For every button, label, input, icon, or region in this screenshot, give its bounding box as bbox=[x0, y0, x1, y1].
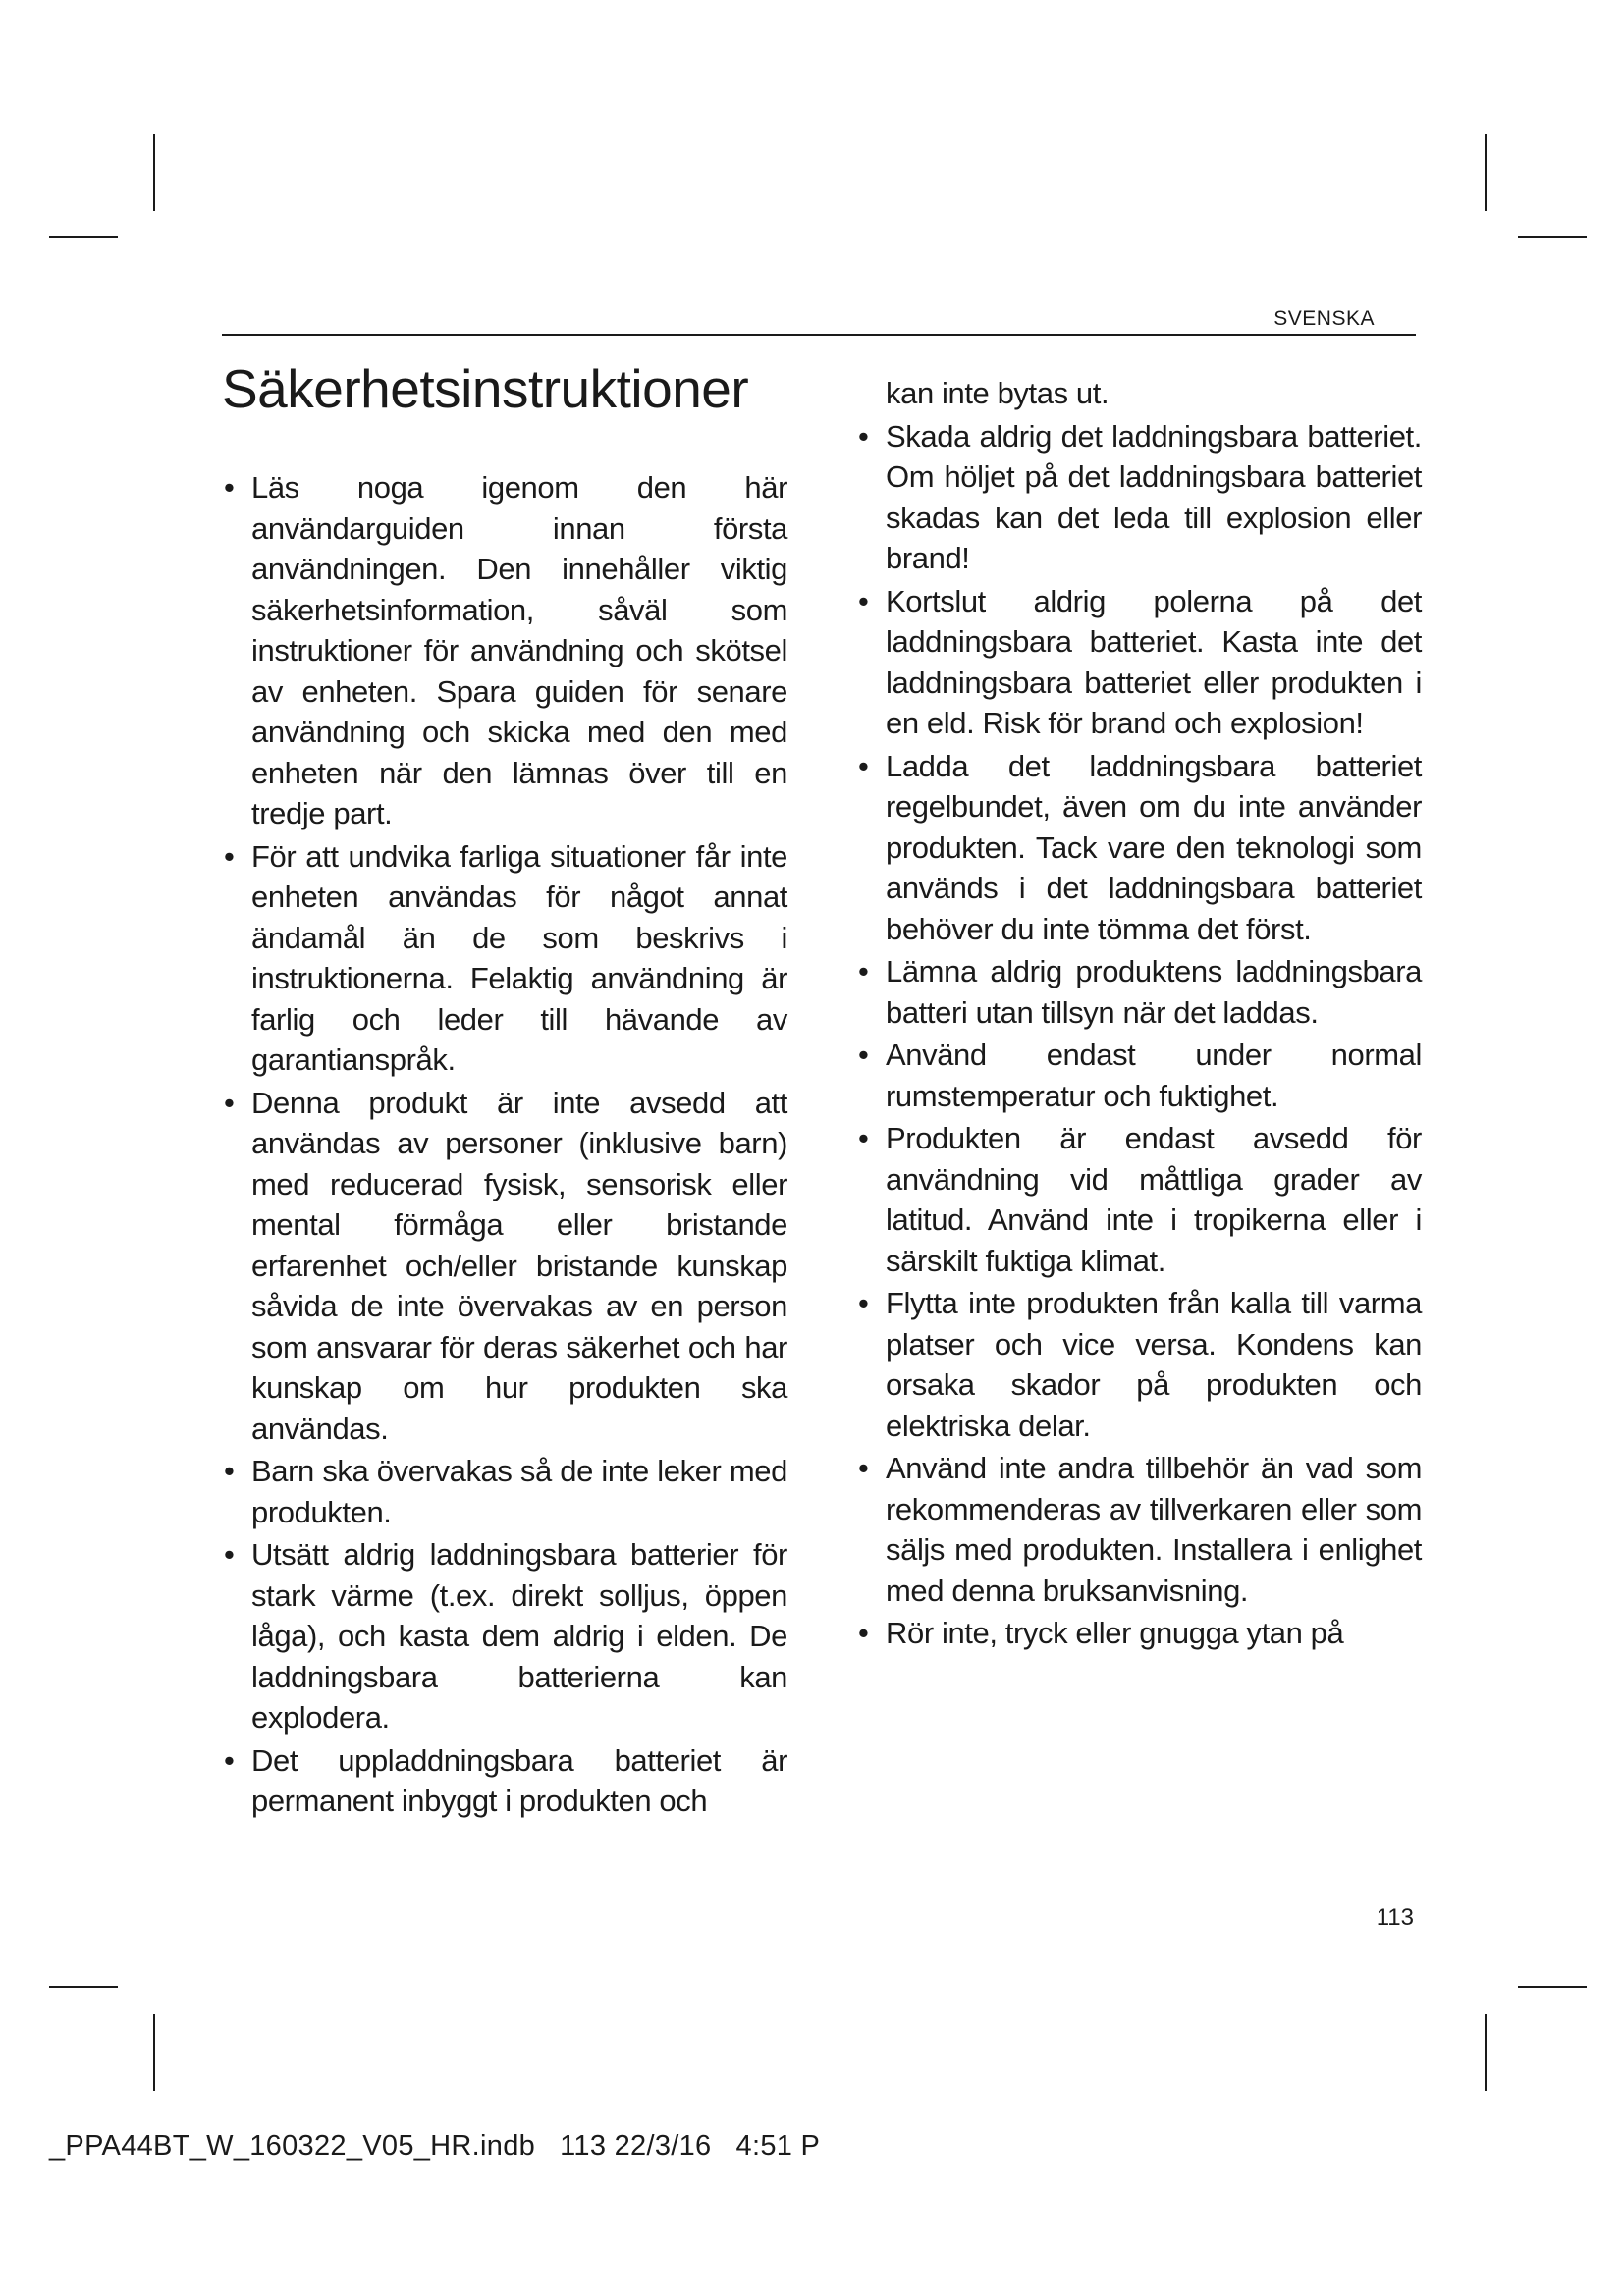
page-number: 113 bbox=[1376, 1904, 1414, 1931]
list-item: • Rör inte, tryck eller gnugga ytan på bbox=[856, 1613, 1422, 1654]
crop-mark bbox=[1485, 134, 1487, 211]
crop-mark bbox=[49, 236, 118, 238]
list-item: • Produkten är endast avsedd för användning vid måttliga grader av latitud. Använd inte i tropikerna eller i särskilt fuktiga klimat. bbox=[856, 1118, 1422, 1281]
section-language-label: SVENSKA bbox=[1273, 307, 1375, 330]
list-item: • För att undvika farliga situationer får inte enheten användas för något annat ändamål än de som beskrivs i instruktionerna. Felaktig användning är farlig och leder till hävande av garantianspråk. bbox=[222, 836, 787, 1081]
print-slug-footer: _PPA44BT_W_160322_V05_HR.indb 113 22/3/16 4:51 P bbox=[49, 2130, 821, 2162]
list-item: • Läs noga igenom den här användarguiden innan första användningen. Den innehåller viktig säkerhetsinformation, såväl som instruktioner för användning och skötsel av enheten. Spara guiden för senare användning och skicka med den med enheten när den lämnas över till en tredje part. bbox=[222, 467, 787, 834]
list-item: • Kortslut aldrig polerna på det laddningsbara batteriet. Kasta inte det laddningsbara batteriet eller produkten i en eld. Risk för brand och explosion! bbox=[856, 581, 1422, 744]
crop-mark bbox=[153, 134, 155, 211]
list-item: • Lämna aldrig produktens laddningsbara batteri utan tillsyn när det laddas. bbox=[856, 951, 1422, 1033]
list-item-continuation: kan inte bytas ut. bbox=[886, 376, 1110, 410]
right-column bbox=[856, 373, 1422, 1656]
header-rule bbox=[222, 334, 1416, 336]
crop-mark bbox=[1518, 1986, 1587, 1988]
list-item: • Utsätt aldrig laddningsbara batterier för stark värme (t.ex. direkt solljus, öppen låga), och kasta dem aldrig i elden. De laddningsbara batterierna kan explodera. bbox=[222, 1534, 787, 1738]
list-item: • Använd inte andra tillbehör än vad som rekommenderas av tillverkaren eller som säljs med produkten. Installera i enlighet med denna bruksanvisning. bbox=[856, 1448, 1422, 1611]
list-item: • Skada aldrig det laddningsbara batteriet. Om höljet på det laddningsbara batteriet skadas kan det leda till explosion eller brand! bbox=[856, 416, 1422, 579]
left-column bbox=[222, 467, 787, 1824]
list-item: • Denna produkt är inte avsedd att användas av personer (inklusive barn) med reducerad fysisk, sensorisk eller mental förmåga eller bristande erfarenhet och/eller bristande kunskap såvida de inte övervakas av en person som ansvarar för deras säkerhet och har kunskap om hur produkten ska användas. bbox=[222, 1083, 787, 1450]
crop-mark bbox=[153, 2014, 155, 2091]
crop-mark bbox=[1485, 2014, 1487, 2091]
crop-mark bbox=[49, 1986, 118, 1988]
list-item: • Det uppladdningsbara batteriet är permanent inbyggt i produkten och bbox=[222, 1740, 787, 1822]
list-item: • Ladda det laddningsbara batteriet regelbundet, även om du inte använder produkten. Tack vare den teknologi som används i det laddningsbara batteriet behöver du inte tömma det först. bbox=[856, 746, 1422, 950]
page-title: Säkerhetsinstruktioner bbox=[222, 358, 749, 419]
list-item: • Barn ska övervakas så de inte leker med produkten. bbox=[222, 1451, 787, 1532]
crop-mark bbox=[1518, 236, 1587, 238]
list-item: • Flytta inte produkten från kalla till varma platser och vice versa. Kondens kan orsaka skador på produkten och elektriska delar. bbox=[856, 1283, 1422, 1446]
list-item: • Använd endast under normal rumstemperatur och fuktighet. bbox=[856, 1035, 1422, 1116]
